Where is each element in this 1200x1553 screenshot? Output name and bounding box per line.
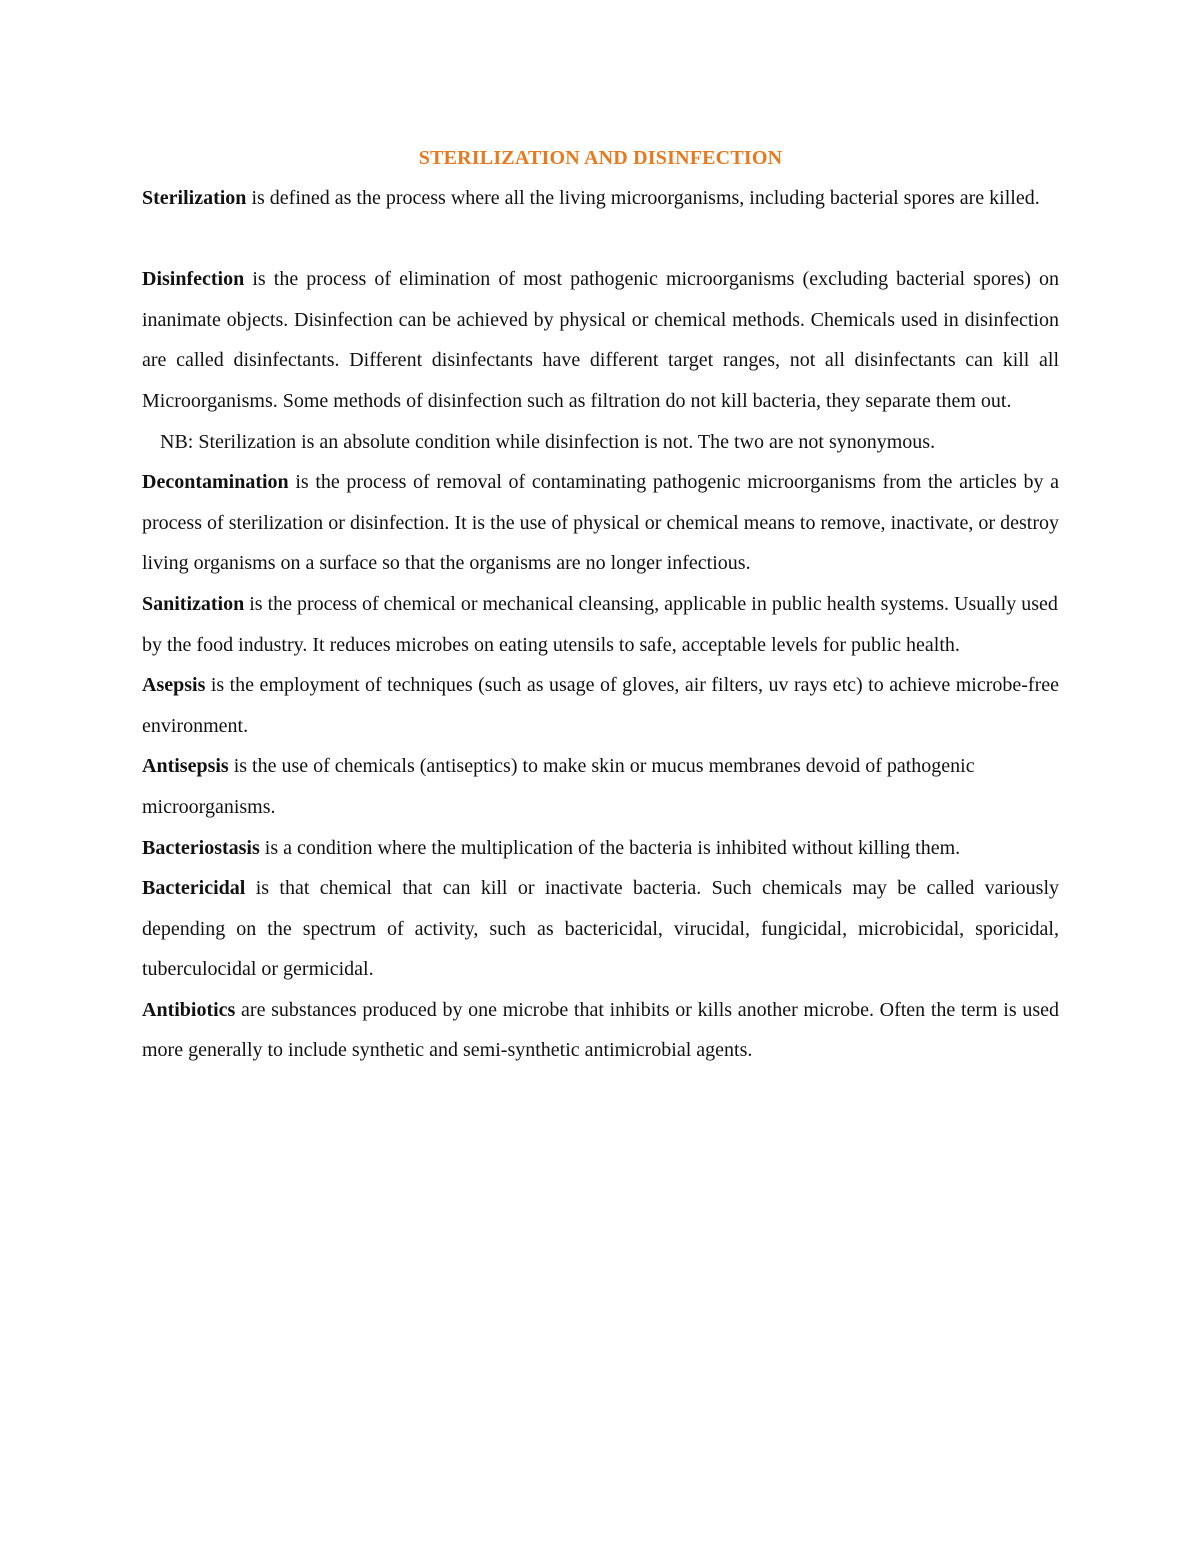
definition-bacteriostasis: is a condition where the multiplication of the bacteria is inhibited without killing them.: [259, 836, 961, 859]
definition-disinfection: is the process of elimination of most pathogenic microorganisms (excluding bacterial spores) on inanimate objects. Disinfection can be achieved by physical or chemical methods. Chemicals used in disinfection are called disinfectants. Different disinfectants have different target ranges, not all disinfectants can kill all Microorganisms. Some methods of disinfection such as filtration do not kill bacteria, they separate them out.: [142, 268, 1059, 412]
term-decontamination: Decontamination: [142, 471, 289, 494]
paragraph-sanitization-continued: [142, 625, 1059, 666]
paragraph-asepsis: [142, 665, 1059, 746]
definition-antibiotics: are substances produced by one microbe that inhibits or kills another microbe. Often the term is used more generally to include synthetic and semi-synthetic antimicrobial agents.: [142, 998, 1059, 1062]
definition-asepsis: is the employment of techniques (such as usage of gloves, air filters, uv rays etc) to achieve microbe-free environment.: [142, 674, 1059, 737]
paragraph-antisepsis: [142, 746, 1059, 787]
definition-bactericidal: is that chemical that can kill or inactivate bacteria. Such chemicals may be called variously depending on the spectrum of activity, such as bactericidal, virucidal, fungicidal, microbicidal, sporicidal, tuberculocidal or germicidal.: [142, 877, 1059, 981]
paragraph-disinfection: [142, 259, 1059, 421]
paragraph-decontamination: [142, 462, 1059, 584]
term-bacteriostasis: Bacteriostasis: [142, 836, 260, 859]
term-sanitization: Sanitization: [142, 592, 245, 615]
paragraph-bactericidal: [142, 868, 1059, 990]
paragraph-nb-note: [142, 422, 1059, 463]
term-disinfection: Disinfection: [142, 268, 245, 291]
paragraph-spacer: [142, 219, 1059, 260]
term-bactericidal: Bactericidal: [142, 877, 246, 900]
term-asepsis: Asepsis: [142, 674, 206, 697]
definition-antisepsis: is the use of chemicals (antiseptics) to make skin or mucus membranes devoid of pathogenic: [228, 755, 975, 778]
definition-antisepsis-continued: microorganisms.: [142, 795, 276, 818]
document-title: STERILIZATION AND DISINFECTION: [418, 147, 783, 169]
paragraph-antibiotics: [142, 990, 1059, 1071]
definition-decontamination: is the process of removal of contaminating pathogenic microorganisms from the articles by a process of sterilization or disinfection. It is the use of physical or chemical means to remove, inactivate, or destroy living organisms on a surface so that the organisms are no longer infectious.: [142, 471, 1059, 575]
nb-note-text: NB: Sterilization is an absolute condition while disinfection is not. The two are not synonymous.: [160, 430, 936, 453]
term-sterilization: Sterilization: [142, 187, 247, 209]
term-antibiotics: Antibiotics: [142, 998, 236, 1021]
definition-sanitization-continued: by the food industry. It reduces microbes on eating utensils to safe, acceptable levels for public health.: [142, 633, 960, 656]
definition-sanitization: is the process of chemical or mechanical cleansing, applicable in public health systems. Usually used: [244, 592, 1058, 615]
paragraph-sanitization: [142, 584, 1059, 625]
definition-sterilization: is defined as the process where all the living microorganisms, including bacterial spores are killed.: [246, 187, 1040, 209]
document-page: [142, 138, 1059, 1071]
paragraph-bacteriostasis: [142, 828, 1059, 869]
term-antisepsis: Antisepsis: [142, 755, 229, 778]
paragraph-sterilization: [142, 178, 1059, 219]
paragraph-antisepsis-continued: [142, 787, 1059, 828]
